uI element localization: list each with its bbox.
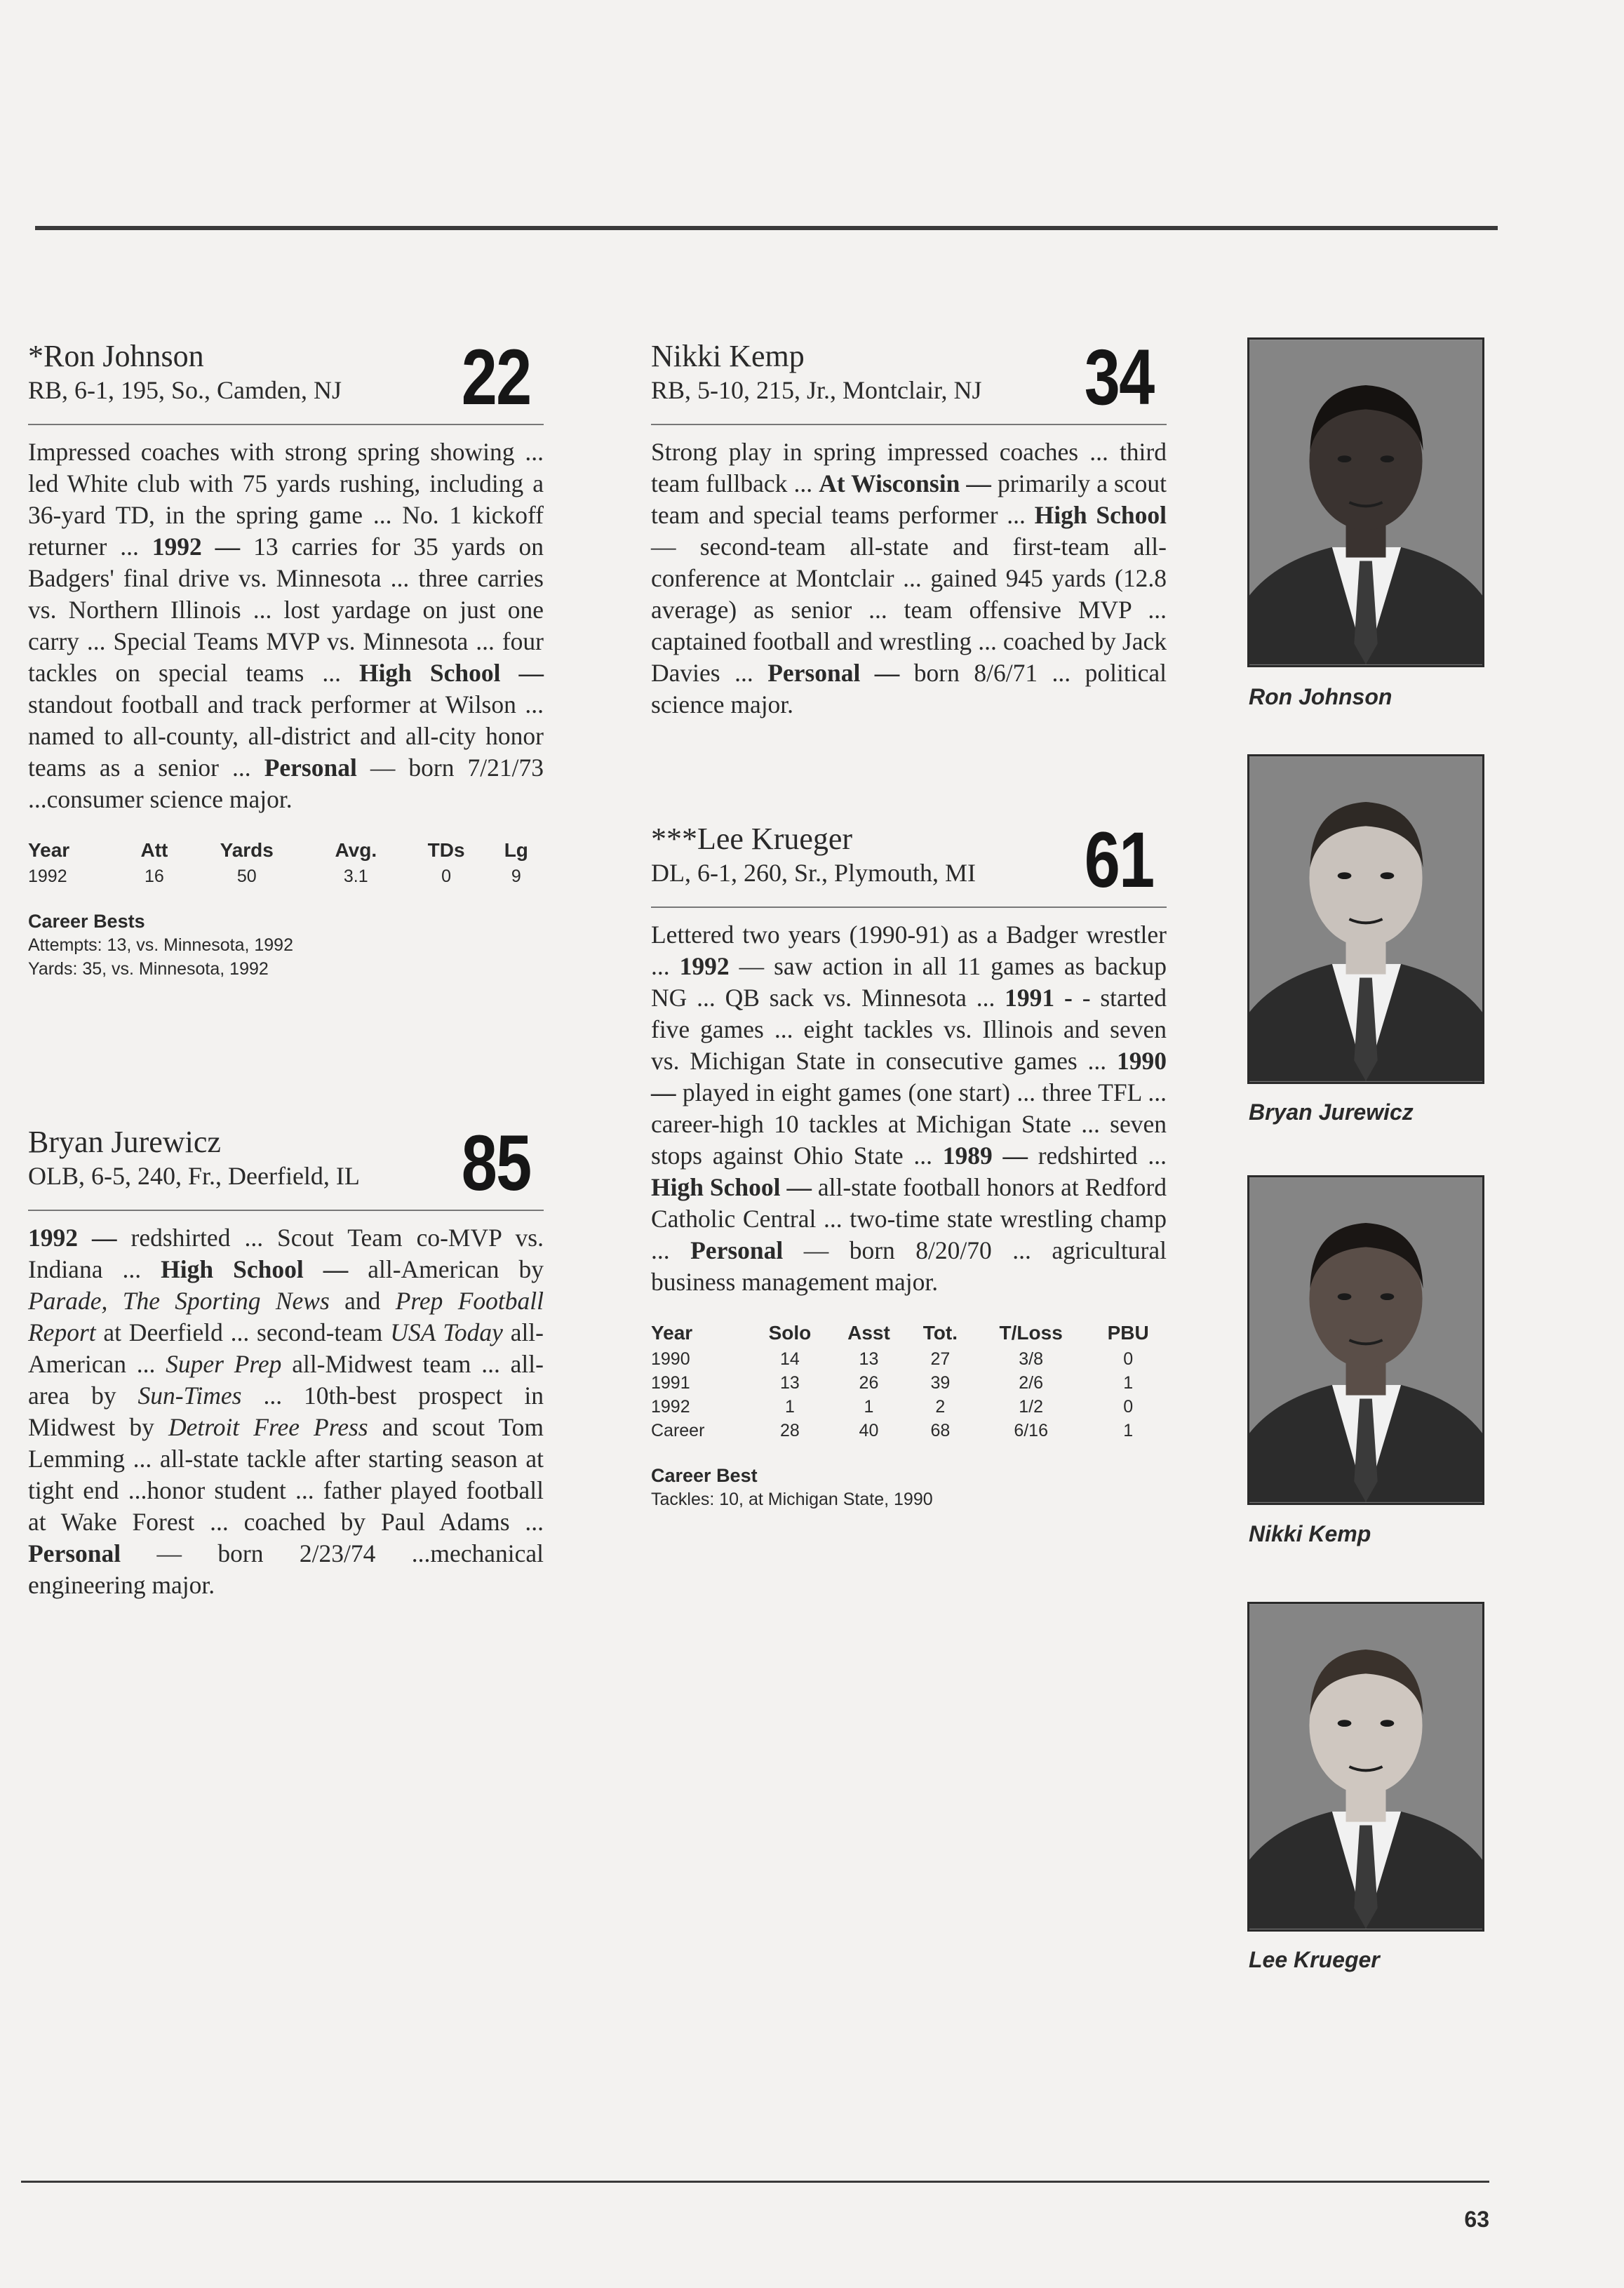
bio-text-run: primarily a scout team and special teams performer ... [651, 469, 1167, 529]
bottom-rule [21, 2181, 1489, 2183]
bio-text-run: all-Midwest team ... all-area by [28, 1350, 544, 1410]
stats-cell: 0 [1123, 1397, 1134, 1417]
stats-header-cell: PBU [1107, 1322, 1149, 1344]
stats-row [651, 1347, 1167, 1371]
player-bio-nikki-kemp [651, 330, 1167, 721]
bio-bold-run: 1990 — [651, 1047, 1167, 1106]
bio-text-run: ... 10th-best prospect in Midwest by [28, 1382, 544, 1441]
career-best-line: Attempts: 13, vs. Minnesota, 1992 [28, 935, 293, 955]
player-name: ***Lee Krueger [651, 822, 853, 856]
stats-table [28, 839, 544, 888]
bio-bold-run: High School [1034, 501, 1167, 529]
stats-cell: 6/16 [1014, 1421, 1048, 1440]
player-photo [1247, 337, 1484, 667]
bio-italic-run: Parade, The Sporting News [28, 1287, 330, 1315]
stats-cell: Career [651, 1421, 705, 1440]
bio-italic-run: USA Today [390, 1318, 503, 1346]
stats-cell: 1 [1123, 1421, 1134, 1440]
jersey-number: 61 [1085, 816, 1154, 904]
stats-cell: 14 [780, 1349, 800, 1369]
stats-cell: 40 [859, 1421, 879, 1440]
bio-text-run: all-state football honors at Redford Catholic Central ... two-time state wrestling champ ... [651, 1173, 1167, 1264]
stats-cell: 0 [441, 867, 452, 886]
stats-cell: 1 [864, 1397, 874, 1417]
stats-cell: 68 [930, 1421, 951, 1440]
stats-cell: 1990 [651, 1349, 690, 1369]
bio-bold-run: High School — [358, 659, 544, 687]
player-meta: RB, 5-10, 215, Jr., Montclair, NJ [651, 376, 982, 404]
bio-bold-run: 1989 — [942, 1142, 1028, 1170]
bio-bold-run: 1992 [679, 952, 730, 980]
portrait-illustration [1249, 340, 1482, 665]
stats-header-cell: TDs [427, 839, 465, 861]
stats-header-cell: Year [28, 839, 70, 861]
bio-text-run: Lettered two years (1990-91) as a Badger wrestler ... [651, 921, 1167, 980]
bio-text-run: redshirted ... [1028, 1142, 1167, 1170]
stats-cell: 13 [780, 1373, 800, 1393]
photo-caption: Lee Krueger [1249, 1947, 1380, 1972]
bio-bold-run: Personal — [767, 659, 900, 687]
player-photo [1247, 1175, 1484, 1505]
portrait-illustration [1249, 1177, 1482, 1503]
portrait-illustration [1249, 1604, 1482, 1929]
bio-text-run: — born 8/20/70 ... agricultural business management major. [651, 1236, 1167, 1296]
stats-cell: 27 [930, 1349, 951, 1369]
player-header [28, 1119, 544, 1211]
bio-text-run: — born 7/21/73 ...consumer science major. [28, 754, 544, 813]
stats-cell: 1 [1123, 1373, 1134, 1393]
top-rule [35, 226, 1498, 230]
bio-bold-run: 1992 — [28, 1224, 117, 1252]
stats-header-cell: Asst [847, 1322, 890, 1344]
bio-text-run: all-American by [348, 1255, 544, 1283]
stats-header-cell: Solo [768, 1322, 812, 1344]
bio-italic-run: Prep Football Report [28, 1287, 544, 1346]
bio-bold-run: 1992 — [152, 533, 241, 561]
stats-header-cell: Yards [220, 839, 274, 861]
player-bio-text [651, 436, 1167, 721]
stats-cell: 50 [236, 867, 257, 886]
player-bio-text [651, 919, 1167, 1298]
stats-cell: 39 [930, 1373, 951, 1393]
player-header [28, 333, 544, 425]
stats-cell: 1992 [651, 1397, 690, 1417]
jersey-number: 22 [462, 333, 531, 421]
bio-italic-run: Detroit Free Press [168, 1413, 368, 1441]
bio-text-run: - started five games ... eight tackles vs. Illinois and seven vs. Michigan State in consecutive games ... [651, 984, 1167, 1075]
bio-text-run: all-American ... [28, 1318, 544, 1378]
stats-row [651, 1419, 1167, 1443]
stats-cell: 1 [784, 1397, 795, 1417]
bio-text-run: standout football and track performer at Wilson ... named to all-county, all-district and all-city honor teams as a senior ... [28, 690, 544, 782]
player-photo [1247, 1602, 1484, 1932]
bio-italic-run: Super Prep [166, 1350, 282, 1378]
stats-header-cell: Tot. [922, 1322, 958, 1344]
portrait-illustration [1249, 756, 1482, 1082]
player-name: *Ron Johnson [28, 339, 204, 373]
photo-caption: Ron Johnson [1249, 684, 1393, 709]
player-bio-bryan-jurewicz [28, 1116, 544, 1601]
player-header [651, 816, 1167, 908]
stats-header-cell: T/Loss [999, 1322, 1063, 1344]
stats-row [651, 1395, 1167, 1419]
stats-cell: 2/6 [1019, 1373, 1044, 1393]
jersey-number: 34 [1085, 333, 1154, 421]
stats-cell: 9 [511, 867, 521, 886]
career-best-line: Yards: 35, vs. Minnesota, 1992 [28, 959, 269, 979]
bio-bold-run: High School — [161, 1255, 349, 1283]
stats-cell: 28 [780, 1421, 800, 1440]
bio-text-run: and scout Tom Lemming ... all-state tackle after starting season at tight end ...honor student ... father played football at Wake Forest ... coached by Paul Adams ... [28, 1413, 544, 1536]
player-name: Nikki Kemp [651, 339, 805, 373]
stats-cell: 3/8 [1019, 1349, 1044, 1369]
stats-header-cell: Avg. [335, 839, 377, 861]
player-meta: OLB, 6-5, 240, Fr., Deerfield, IL [28, 1162, 360, 1190]
stats-cell: 1991 [651, 1373, 690, 1393]
bio-italic-run: Sun-Times [137, 1382, 242, 1410]
bio-text-run: — born 2/23/74 ...mechanical engineering major. [28, 1539, 544, 1599]
stats-cell: 13 [859, 1349, 879, 1369]
player-bio-ron-johnson [28, 330, 544, 981]
career-bests [28, 909, 544, 981]
bio-bold-run: Personal [690, 1236, 784, 1264]
career-best-line: Tackles: 10, at Michigan State, 1990 [651, 1490, 933, 1509]
stats-cell: 1/2 [1019, 1397, 1044, 1417]
bio-bold-run: Personal [28, 1539, 121, 1567]
bio-text-run: played in eight games (one start) ... three TFL ... career-high 10 tackles at Michigan State ... seven stops against Ohio State ... [651, 1078, 1167, 1170]
stats-table [651, 1322, 1167, 1443]
career-bests [651, 1464, 1167, 1511]
bio-bold-run: Personal [264, 754, 357, 782]
stats-cell: 3.1 [343, 867, 368, 886]
stats-header-cell: Att [140, 839, 168, 861]
bio-text-run: redshirted ... Scout Team co-MVP vs. Indiana ... [28, 1224, 544, 1283]
stats-cell: 0 [1123, 1349, 1134, 1369]
bio-text-run: born 8/6/71 ... political science major. [651, 659, 1167, 718]
bio-bold-run: 1991 - [1005, 984, 1073, 1012]
bio-text-run: 13 carries for 35 yards on Badgers' final drive vs. Minnesota ... three carries vs. Northern Illinois ... lost yardage on just one carry ... Special Teams MVP vs. Minnesota ... four tackles on special teams ... [28, 533, 544, 687]
photo-caption: Nikki Kemp [1249, 1521, 1371, 1546]
stats-header-row [651, 1322, 1167, 1347]
bio-text-run: Impressed coaches with strong spring showing ... led White club with 75 yards rushing, including a 36-yard TD, in the spring game ... No. 1 kickoff returner ... [28, 438, 544, 561]
stats-cell: 26 [859, 1373, 879, 1393]
stats-cell: 2 [935, 1397, 946, 1417]
stats-row [28, 864, 544, 888]
jersey-number: 85 [462, 1119, 531, 1207]
player-bio-text [28, 436, 544, 815]
stats-cell: 1992 [28, 867, 67, 886]
bio-bold-run: High School — [651, 1173, 812, 1201]
player-bio-text [28, 1222, 544, 1601]
player-header [651, 333, 1167, 425]
stats-row [651, 1371, 1167, 1395]
bio-text-run: Strong play in spring impressed coaches ... third team fullback ... [651, 438, 1167, 497]
player-name: Bryan Jurewicz [28, 1125, 221, 1159]
career-bests-title: Career Best [651, 1465, 758, 1486]
bio-text-run: — second-team all-state and first-team all-conference at Montclair ... gained 945 yards (12.8 average) as senior ... team offensive MVP ... captained football and wrestling ... coached by Jack Davies ... [651, 533, 1167, 687]
career-bests-title: Career Bests [28, 911, 145, 932]
bio-bold-run: At Wisconsin — [819, 469, 991, 497]
player-photo [1247, 754, 1484, 1084]
stats-header-cell: Year [651, 1322, 693, 1344]
stats-header-row [28, 839, 544, 864]
bio-text-run: at Deerfield ... second-team [95, 1318, 391, 1346]
player-bio-lee-krueger [651, 812, 1167, 1511]
bio-text-run: — saw action in all 11 games as backup NG ... QB sack vs. Minnesota ... [651, 952, 1167, 1012]
page-number: 63 [1464, 2207, 1489, 2232]
photo-caption: Bryan Jurewicz [1249, 1099, 1414, 1125]
player-meta: RB, 6-1, 195, So., Camden, NJ [28, 376, 342, 404]
stats-header-cell: Lg [504, 839, 528, 861]
bio-text-run: and [329, 1287, 396, 1315]
player-meta: DL, 6-1, 260, Sr., Plymouth, MI [651, 859, 977, 887]
stats-cell: 16 [145, 867, 164, 886]
